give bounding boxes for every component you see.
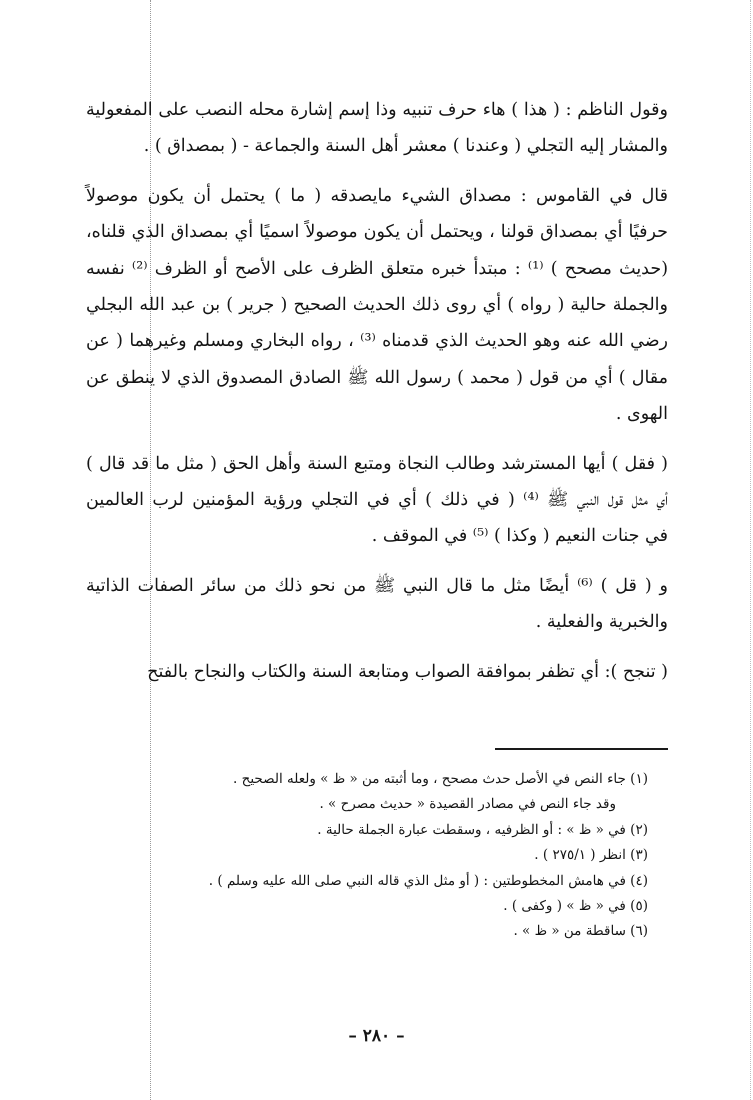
text-line: مقال ) أي من قول ( محمد ) رسول الله ﷺ الصادق المصدوق الذي لا ينطق عن — [86, 367, 668, 388]
text-line: والمشار إليه التجلي ( وعندنا ) معشر أهل السنة والجماعة - ( بمصداق ) . — [143, 136, 668, 157]
footnotes — [100, 767, 648, 945]
footnote: (٢) في « ظ » : أو الظرفيه ، وسقطت عبارة الجملة حالية . — [317, 821, 648, 838]
text-line: والخبرية والفعلية . — [535, 612, 668, 633]
text-line: والجملة حالية ( رواه ) أي روى ذلك الحديث الصحيح ( جرير ) بن عبد الله البجلي — [86, 295, 668, 316]
text-line: (حديث مصحح ) ⁽¹⁾ : مبتدأ خبره متعلق الظرف على الأصح أو الظرف ⁽²⁾ نفسه — [86, 258, 669, 279]
text-line: و ( قل ) ⁽⁶⁾ أيضًا مثل ما قال النبي ﷺ من نحو ذلك من سائر الصفات الذاتية — [86, 575, 668, 596]
text-line: أي مثل قول النبي ﷺ ⁽⁴⁾ ( في ذلك ) أي في التجلي ورؤية المؤمنين لرب العالمين — [86, 490, 668, 511]
text-line: الهوى . — [615, 404, 668, 425]
text-line: حرفيًا أي بمصداق قولنا ، ويحتمل أن يكون موصولاً اسميًا أي بمصداق الذي قلناه، — [86, 222, 668, 243]
footnote: (١) جاء النص في الأصل حدث مصحح ، وما أثبته من « ظ » ولعله الصحيح . — [233, 771, 648, 787]
footnote-continuation: وقد جاء النص في مصادر القصيدة « حديث مصرح » . — [319, 796, 616, 813]
text-line: ( تنجح ): أي تظفر بموافقة الصواب ومتابعة السنة والكتاب والنجاح بالفتح — [147, 661, 668, 682]
text-line: رضي الله عنه وهو الحديث الذي قدمناه ⁽³⁾ ، رواه البخاري ومسلم وغيرهما ( عن — [86, 331, 668, 352]
footnote: (٣) انظر ( ٢٧٥/١ ) . — [534, 847, 648, 864]
paragraph — [86, 178, 668, 433]
footnote: (٤) في هامش المخطوطتين : ( أو مثل الذي قاله النبي صلى الله عليه وسلم ) . — [208, 872, 648, 889]
text-line: قال في القاموس : مصداق الشيء مايصدقه ( ما ) يحتمل أن يكون موصولاً — [86, 185, 668, 206]
footnote: (٦) ساقطة من « ظ » . — [513, 923, 648, 940]
text-line: ( فقل ) أيها المسترشد وطالب النجاة ومتبع السنة وأهل الحق ( مثل ما قد قال ) — [86, 453, 668, 474]
page-number: – ٢٨٠ – — [348, 1026, 405, 1046]
footnote: (٥) في « ظ » ( وكفى ) . — [503, 898, 648, 915]
footnote-separator — [495, 748, 668, 750]
text-line: وقول الناظم : ( هذا ) هاء حرف تنبيه وذا إسم إشارة محله النصب على المفعولية — [86, 100, 668, 120]
main-text — [86, 92, 668, 703]
paragraph — [86, 568, 668, 641]
paragraph — [86, 654, 668, 690]
paragraph — [86, 446, 668, 555]
scan-edge-line — [750, 0, 751, 1100]
text-line: في جنات النعيم ( وكذا ) ⁽⁵⁾ في الموقف . — [371, 526, 668, 547]
paragraph — [86, 92, 668, 165]
